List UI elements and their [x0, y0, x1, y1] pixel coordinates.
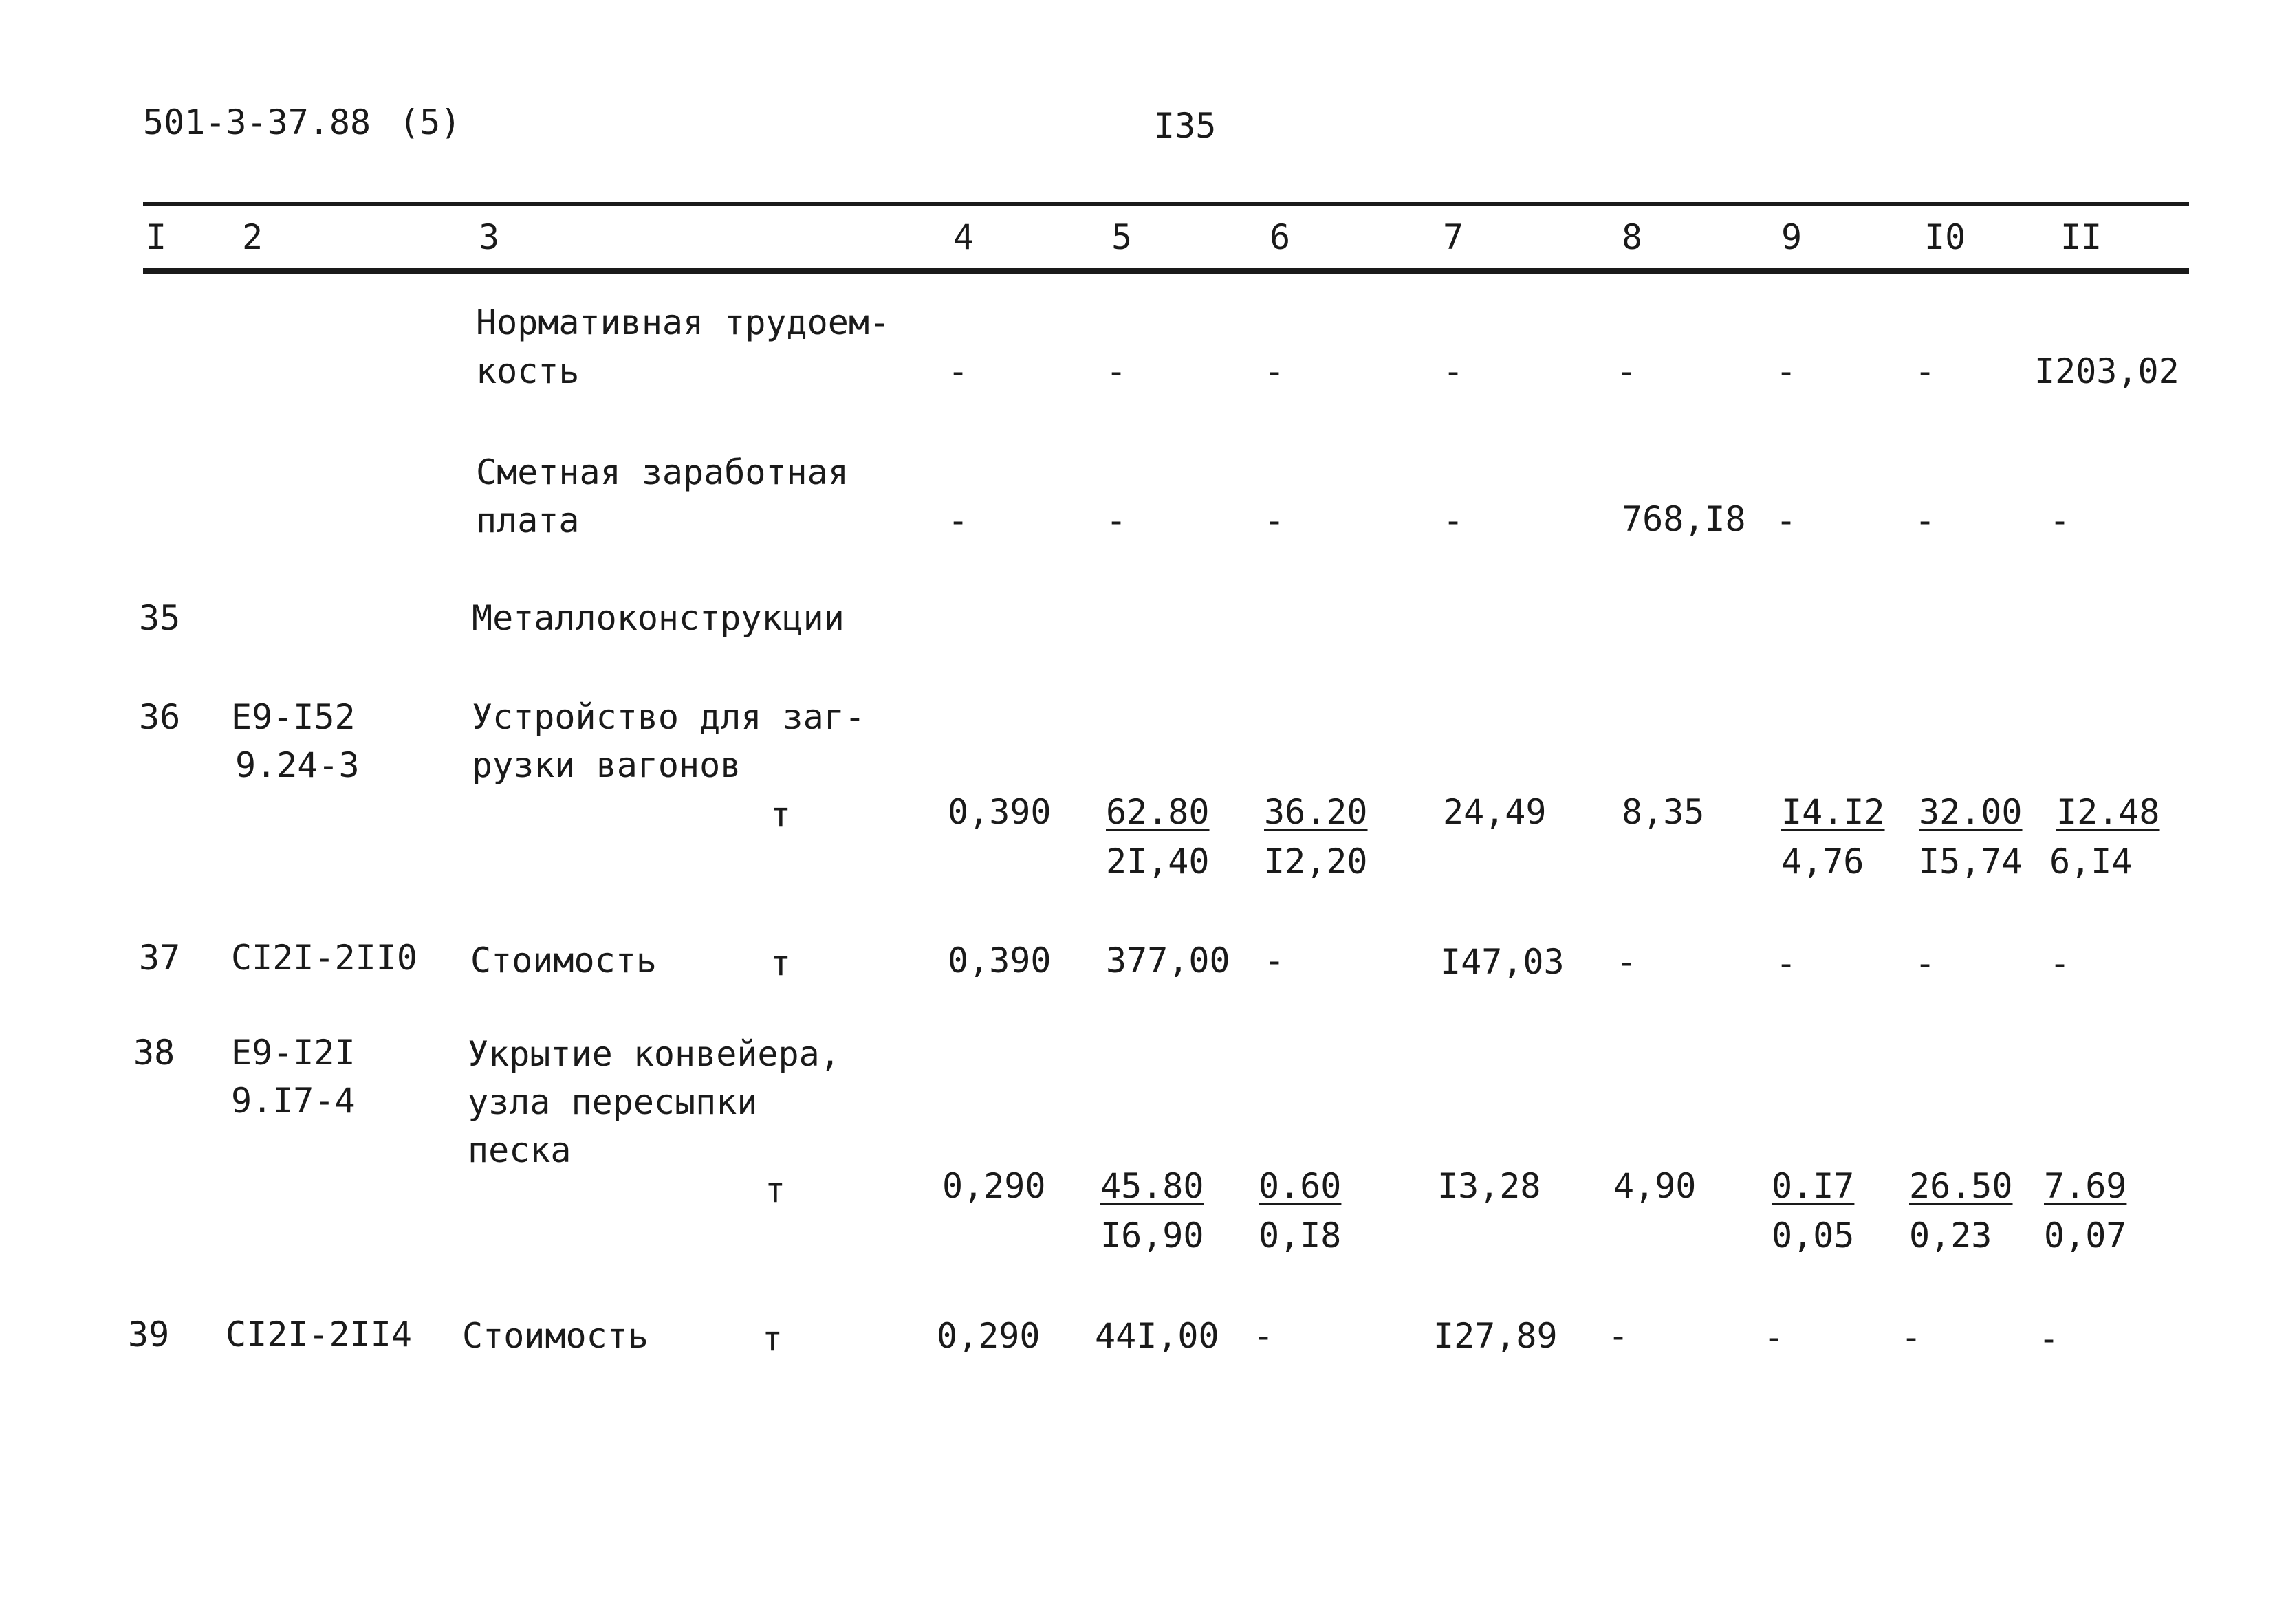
cell-col8: 8,35 — [1622, 792, 1705, 832]
col-header-11: II — [2060, 217, 2102, 257]
cell-col7: I47,03 — [1440, 942, 1565, 982]
cell-col11-top: I2.48 — [2056, 792, 2160, 832]
row-unit: т — [770, 795, 792, 835]
table-top-rule — [143, 202, 2189, 206]
cell-col6-bottom: 0,I8 — [1259, 1216, 1342, 1255]
cell-col5-bottom: 2I,40 — [1106, 842, 1210, 881]
col-header-8: 8 — [1622, 217, 1643, 257]
cell-col11: - — [2038, 1319, 2060, 1359]
row-unit: т — [770, 943, 792, 983]
row-unit: т — [762, 1319, 783, 1359]
cell-col8: - — [1616, 351, 1637, 391]
cell-col6-top: 36.20 — [1264, 792, 1368, 832]
cell-col8: - — [1608, 1316, 1629, 1356]
cell-col5-top: 45.80 — [1100, 1166, 1204, 1206]
row-description: Стоимость — [462, 1316, 649, 1356]
row-number: 38 — [133, 1033, 175, 1073]
row-description: Устройство для заг- — [472, 697, 865, 737]
cell-col11-bottom: 6,I4 — [2049, 842, 2133, 881]
cell-col4: - — [948, 501, 969, 540]
col-header-3: 3 — [479, 217, 500, 257]
cell-col8: 4,90 — [1613, 1166, 1697, 1206]
row-number: 35 — [139, 598, 181, 638]
cell-col9-bottom: 0,05 — [1772, 1216, 1855, 1255]
cell-col9: - — [1763, 1317, 1785, 1357]
cell-col5: - — [1106, 501, 1127, 540]
cell-col6-bottom: I2,20 — [1264, 842, 1368, 881]
col-header-9: 9 — [1781, 217, 1803, 257]
row-description: Сметная заработная — [476, 452, 849, 492]
row-code: CI2I-2II0 — [231, 938, 417, 978]
row-description-cont: кость — [476, 351, 580, 391]
cell-col9-top: 0.I7 — [1772, 1166, 1855, 1206]
row-description-cont: плата — [476, 501, 580, 540]
cell-col8: 768,I8 — [1622, 499, 1746, 539]
row-description: Нормативная трудоем- — [476, 303, 891, 342]
cell-col6: - — [1264, 351, 1285, 391]
cell-col11: - — [2049, 501, 2071, 540]
cell-col6: - — [1253, 1316, 1274, 1356]
col-header-7: 7 — [1443, 217, 1464, 257]
row-unit: т — [765, 1170, 786, 1210]
cell-col4: 0,290 — [942, 1166, 1046, 1206]
cell-col10: - — [1915, 351, 1936, 391]
cell-col7: - — [1443, 501, 1464, 540]
col-header-1: I — [146, 217, 167, 257]
cell-col10-top: 26.50 — [1909, 1166, 2013, 1206]
cell-col7: - — [1443, 351, 1464, 391]
cell-col11: - — [2049, 943, 2071, 983]
row-code-cont: 9.24-3 — [235, 745, 360, 785]
row-description: Стоимость — [470, 941, 657, 980]
cell-col11-top: 7.69 — [2044, 1166, 2127, 1206]
cell-col10: - — [1915, 943, 1936, 983]
row-code-cont: 9.I7-4 — [231, 1081, 356, 1121]
row-description-cont: узла пересыпки — [468, 1082, 758, 1122]
row-number: 37 — [139, 938, 181, 978]
col-header-10: I0 — [1924, 217, 1966, 257]
cell-col7: 24,49 — [1443, 792, 1547, 832]
cell-col4: 0,290 — [937, 1316, 1041, 1356]
row-code: CI2I-2II4 — [226, 1315, 412, 1354]
row-description: Укрытие конвейера, — [468, 1034, 840, 1074]
col-header-4: 4 — [953, 217, 975, 257]
document-part: (5) — [399, 102, 461, 142]
cell-col4: 0,390 — [948, 941, 1052, 980]
cell-col5: 377,00 — [1106, 941, 1230, 980]
cell-col9-bottom: 4,76 — [1781, 842, 1864, 881]
row-code: Е9-I2I — [231, 1033, 356, 1073]
row-description-cont-2: песка — [468, 1130, 572, 1170]
row-number: 36 — [139, 697, 181, 737]
cell-col6-top: 0.60 — [1259, 1166, 1342, 1206]
row-code: Е9-I52 — [231, 697, 356, 737]
cell-col9: - — [1776, 501, 1797, 540]
col-header-2: 2 — [242, 217, 263, 257]
row-description: Металлоконструкции — [472, 598, 845, 638]
cell-col5: 44I,00 — [1095, 1316, 1219, 1356]
cell-col10: - — [1915, 501, 1936, 540]
col-header-6: 6 — [1270, 217, 1291, 257]
cell-col9-top: I4.I2 — [1781, 792, 1885, 832]
cell-col5-bottom: I6,90 — [1100, 1216, 1204, 1255]
col-header-5: 5 — [1111, 217, 1133, 257]
cell-col10-bottom: I5,74 — [1919, 842, 2023, 881]
cell-col11-bottom: 0,07 — [2044, 1216, 2127, 1255]
cell-col7: I27,89 — [1433, 1316, 1558, 1356]
cell-col5-top: 62.80 — [1106, 792, 1210, 832]
cell-col6: - — [1264, 501, 1285, 540]
document-code: 501-3-37.88 — [143, 102, 371, 142]
cell-col4: - — [948, 351, 969, 391]
cell-col6: - — [1264, 941, 1285, 980]
page-number: I35 — [1154, 106, 1217, 146]
cell-col11: I203,02 — [2034, 351, 2179, 391]
cell-col8: - — [1616, 942, 1637, 982]
cell-col4: 0,390 — [948, 792, 1052, 832]
table-header-rule — [143, 268, 2189, 274]
cell-col10-bottom: 0,23 — [1909, 1216, 1992, 1255]
row-description-cont: рузки вагонов — [472, 745, 741, 785]
cell-col9: - — [1776, 943, 1797, 983]
cell-col10: - — [1901, 1317, 1922, 1357]
cell-col5: - — [1106, 351, 1127, 391]
row-number: 39 — [128, 1315, 170, 1354]
cell-col9: - — [1776, 351, 1797, 391]
cell-col7: I3,28 — [1437, 1166, 1541, 1206]
cell-col10-top: 32.00 — [1919, 792, 2023, 832]
